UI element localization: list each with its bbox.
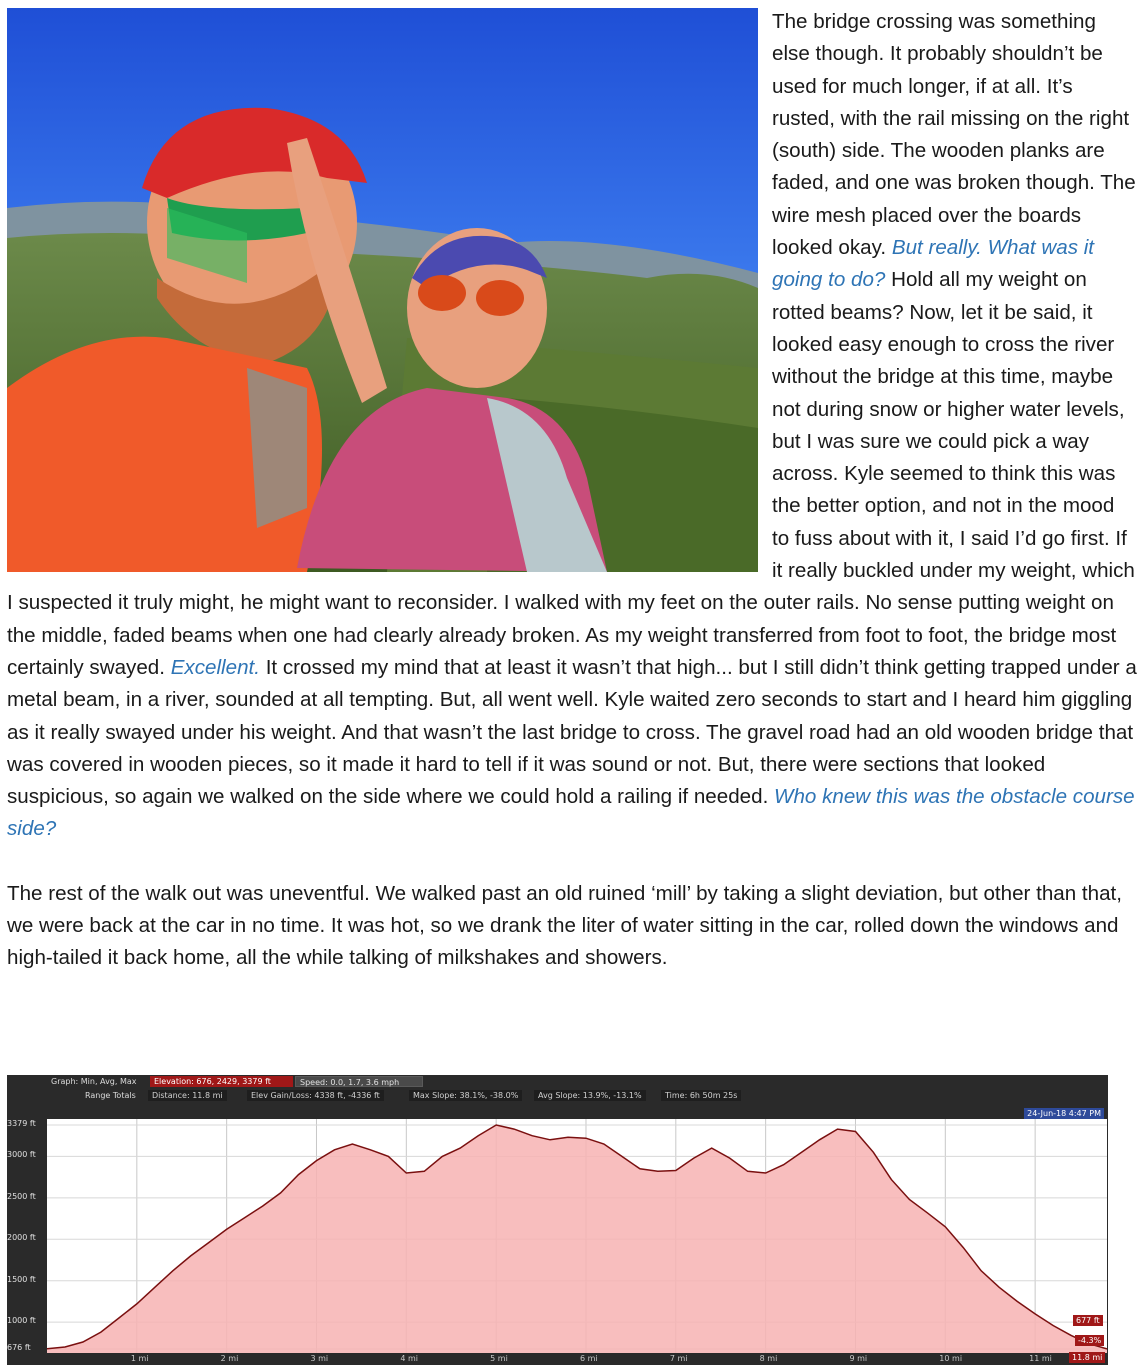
range-totals-label: Range Totals — [85, 1091, 136, 1100]
max-slope-stat: Max Slope: 38.1%, -38.0% — [409, 1090, 522, 1101]
elev-gain-stat: Elev Gain/Loss: 4338 ft, -4336 ft — [247, 1090, 384, 1101]
x-tick-label: 3 mi — [310, 1354, 329, 1363]
hiker-selfie-photo — [7, 8, 758, 572]
italic-aside: Who knew this was the obstacle course side? — [7, 785, 1135, 841]
x-tick-label: 8 mi — [759, 1354, 778, 1363]
end-slope-badge: -4.3% — [1075, 1335, 1104, 1346]
y-tick-label: 3000 ft — [7, 1150, 36, 1160]
paragraph-walk-out: The rest of the walk out was uneventful. We walked past an old ruined ‘mill’ by taking a slight deviation, but other than that, we were back at the car in no time. It was hot, so we drank the liter of water sitting in the car, rolled down the windows and high-tailed it back home, all the while talking of milkshakes and showers. — [7, 881, 1122, 970]
distance-stat: Distance: 11.8 mi — [148, 1090, 227, 1101]
x-tick-label: 11 mi — [1029, 1354, 1052, 1363]
speed-stat: Speed: 0.0, 1.7, 3.6 mph — [295, 1076, 423, 1087]
y-tick-label: 2000 ft — [7, 1233, 36, 1243]
end-elevation-badge: 677 ft — [1073, 1315, 1103, 1326]
elevation-plot-area — [47, 1119, 1107, 1353]
y-tick-label: 676 ft — [7, 1343, 31, 1352]
y-tick-label: 1000 ft — [7, 1316, 36, 1326]
avg-slope-stat: Avg Slope: 13.9%, -13.1% — [534, 1090, 646, 1101]
article — [7, 8, 1137, 975]
italic-aside: But really. What was it going to do? — [772, 236, 1095, 292]
x-tick-label: 2 mi — [220, 1354, 239, 1363]
time-stat: Time: 6h 50m 25s — [661, 1090, 741, 1101]
date-stamp: 24-Jun-18 4:47 PM — [1024, 1108, 1104, 1119]
graph-row-label: Graph: Min, Avg, Max — [51, 1077, 137, 1086]
x-tick-label: 5 mi — [490, 1354, 508, 1363]
y-tick-label: 3379 ft — [7, 1119, 36, 1128]
selfie-illustration — [7, 8, 758, 572]
y-tick-label: 1500 ft — [7, 1274, 36, 1284]
italic-aside: Excellent. — [170, 655, 260, 679]
x-tick-label: 6 mi — [579, 1354, 598, 1363]
x-tick-label: 1 mi — [130, 1354, 149, 1363]
end-distance-badge: 11.8 mi — [1069, 1352, 1105, 1363]
x-tick-label: 9 mi — [849, 1354, 868, 1363]
text-segment: Hold all my weight on rotted beams? Now, let it be said, it looked easy enough to cross the river without the bridge at this time, maybe not during snow or higher water levels, but I was sure we could pick a way across. Kyle seemed to think this was the better option, and not in the mood to fuss about with it, I said I’d go first. If it really buckled under my weight, which I suspected it truly might, he might want to reconsider. I walked with my feet on the outer rails. No sense putting weight on the middle, faded beams when one had clearly already broken. As my weight transferred from foot to foot, the bridge most certainly swayed. — [7, 268, 1135, 679]
x-tick-label: 7 mi — [669, 1354, 688, 1363]
elevation-stat: Elevation: 676, 2429, 3379 ft — [150, 1076, 293, 1087]
text-segment: It crossed my mind that at least it wasn’t that high... but I still didn’t think getting trapped under a metal beam, in a river, sounded at all tempting. But, all went well. Kyle waited zero seconds to start and I heard him giggling as it really swayed under his weight. And that wasn’t the last bridge to cross. The gravel road had an old wooden bridge that was covered in wooden pieces, so it made it hard to tell if it was sound or not. But, there were sections that looked suspicious, so again we walked on the side where we could hold a railing if needed. — [7, 655, 1137, 809]
text-segment: The bridge crossing was something else though. It probably shouldn’t be used for much longer, if at all. It’s rusted, with the rail missing on the right (south) side. The wooden planks are faded, and one was broken though. The wire mesh placed over the boards looked okay. — [772, 10, 1136, 260]
elevation-profile-chart — [7, 1075, 1108, 1365]
x-tick-label: 4 mi — [400, 1354, 418, 1363]
y-tick-label: 2500 ft — [7, 1191, 36, 1201]
x-tick-label: 10 mi — [939, 1354, 963, 1363]
